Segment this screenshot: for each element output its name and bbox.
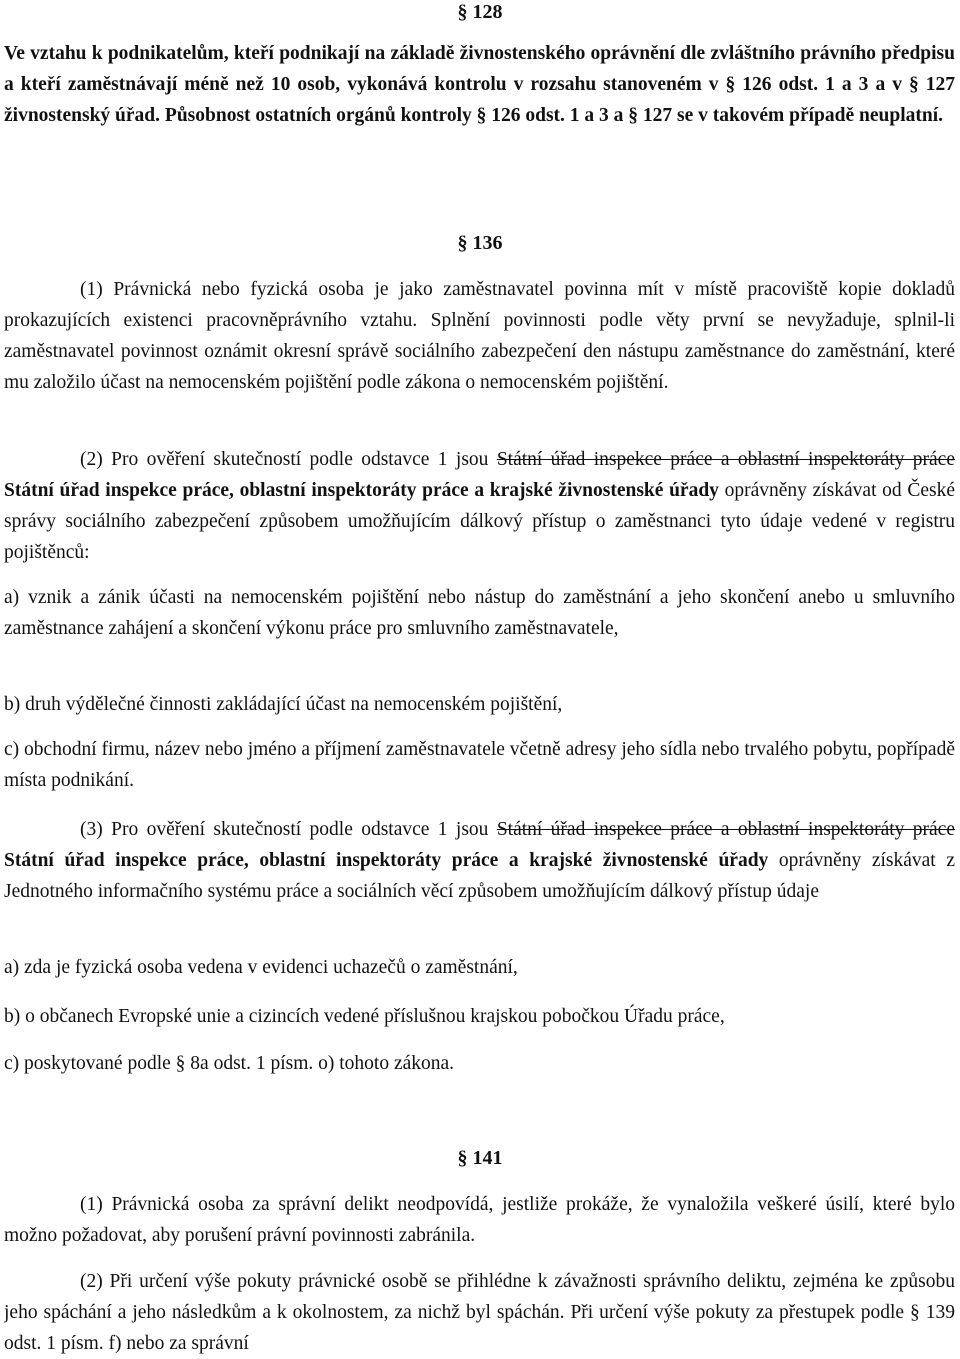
paragraph-2-end: oprávněny získávat od České správy sociálního zabezpečení způsobem umožňujícím dálkový přístup o zaměstnanci tyto údaje vedené v registru pojištěnců: bbox=[4, 480, 955, 563]
list-item-3b: b) o občanech Evropské unie a cizincích vedené příslušnou krajskou pobočkou Úřadu práce, bbox=[4, 1006, 725, 1027]
section-128-text: Ve vztahu k podnikatelům, kteří podnikají na základě živnostenského oprávnění dle zvláštního právního předpisu a kteří zaměstnávají méně než 10 osob, vykonává kontrolu v rozsahu stanoveném v § 126 odst. 1 a 3 a v § 127 živnostenský úřad. Působnost ostatních orgánů kontroly § 126 odst. 1 a 3 a § 127 se v takovém případě neuplatní. bbox=[4, 43, 955, 126]
section-141-paragraph-1: (1) Právnická osoba za správní delikt neodpovídá, jestliže prokáže, že vynaložila veškeré úsilí, které bylo možno požadovat, aby porušení právní povinnosti zabránila. bbox=[4, 1194, 955, 1246]
paragraph-3-end: oprávněny získávat z Jednotného informačního systému práce a sociálních věcí způsobem umožňujícím dálkový přístup údaje bbox=[4, 850, 955, 902]
paragraph-2-struck-text: Státní úřad inspekce práce a oblastní inspektoráty práce bbox=[496, 449, 955, 470]
list-item-2a: a) vznik a zánik účasti na nemocenském pojištění nebo nástup do zaměstnání a jeho skončení anebo u smluvního zaměstnance zahájení a skončení výkonu práce pro smluvního zaměstnavatele, bbox=[4, 587, 955, 639]
paragraph-3-inserted-text: Státní úřad inspekce práce, oblastní inspektoráty práce a krajské živnostenské úřady bbox=[4, 850, 769, 871]
section-136-paragraph-1: (1) Právnická nebo fyzická osoba je jako zaměstnavatel povinna mít v místě pracoviště kopie dokladů prokazujících existenci pracovněprávního vztahu. Splnění povinnosti podle věty první se nevyžaduje, splnil-li zaměstnavatel povinnost oznámit okresní správě sociálního zabezpečení den nástupu zaměstnance do zaměstnání, které mu založilo účast na nemocenském pojištění podle zákona o nemocenském pojištění. bbox=[4, 279, 955, 393]
section-136-paragraph-2 bbox=[4, 444, 955, 568]
list-item-2c: c) obchodní firmu, název nebo jméno a příjmení zaměstnavatele včetně adresy jeho sídla nebo trvalého pobytu, popřípadě místa podnikání. bbox=[4, 739, 955, 791]
list-item-3a: a) zda je fyzická osoba vedena v evidenci uchazečů o zaměstnání, bbox=[4, 957, 518, 978]
paragraph-2-inserted-text: Státní úřad inspekce práce, oblastní inspektoráty práce a krajské živnostenské úřady bbox=[4, 480, 719, 501]
section-heading-128: § 128 bbox=[457, 1, 503, 23]
section-heading-136: § 136 bbox=[457, 232, 503, 254]
section-141-paragraph-2: (2) Při určení výše pokuty právnické osobě se přihlédne k závažnosti správního deliktu, zejména ke způsobu jeho spáchání a jeho následkům a k okolnostem, za nichž byl spáchán. Při určení výše pokuty za přestupek podle § 139 odst. 1 písm. f) nebo za správní bbox=[4, 1271, 955, 1354]
paragraph-2-start: (2) Pro ověření skutečností podle odstavce 1 jsou bbox=[80, 449, 497, 470]
list-item-3c: c) poskytované podle § 8a odst. 1 písm. o) tohoto zákona. bbox=[4, 1053, 455, 1074]
paragraph-3-start: (3) Pro ověření skutečností podle odstavce 1 jsou bbox=[80, 819, 497, 840]
list-item-2b: b) druh výdělečné činnosti zakládající účast na nemocenském pojištění, bbox=[4, 694, 563, 715]
section-heading-141: § 141 bbox=[457, 1147, 503, 1169]
section-136-paragraph-3 bbox=[4, 814, 955, 907]
paragraph-3-struck-text: Státní úřad inspekce práce a oblastní inspektoráty práce bbox=[496, 819, 955, 840]
